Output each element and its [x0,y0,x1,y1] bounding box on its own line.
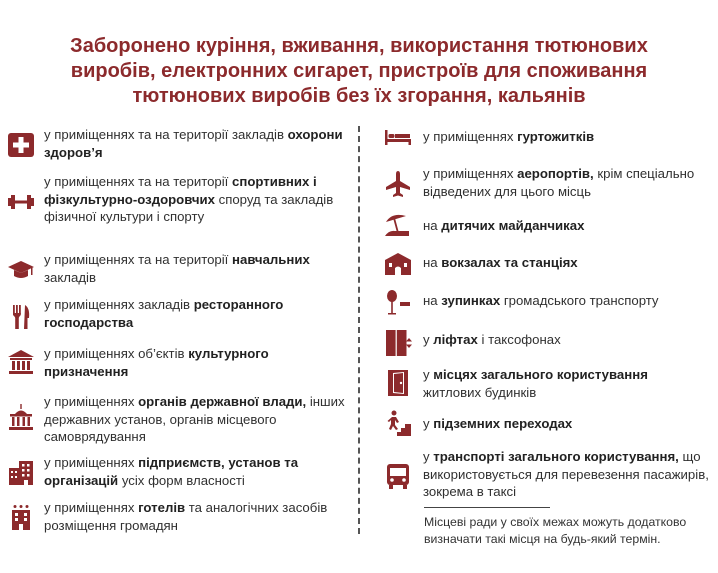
footnote: Місцеві ради у своїх межах можуть додатково визначати такі місця на будь-який термін. [424,515,687,546]
item-text: у транспорті загального користування, що використовується для перевезення пасажирів, зокрема в таксі [423,449,709,499]
station-icon [383,249,413,279]
item-text: у місцях загального користування житлових будинків [423,367,648,400]
item-text: у приміщеннях підприємств, установ та організацій усіх форм власності [44,455,299,488]
bus-stop-icon [383,287,413,317]
government-building-icon [6,403,36,433]
item-text: на зупинках громадського транспорту [423,293,659,308]
title-line-2: виробів, електронних сигарет, пристроїв для споживання [70,60,648,82]
title-line-1: Заборонено куріння, вживання, використання тютюнових [70,35,648,57]
item-text: у приміщеннях готелів та аналогічних засобів розміщення громадян [44,500,328,533]
playground-icon [383,209,413,239]
underpass-icon [383,408,413,438]
item-text: у приміщеннях та на території навчальних закладів [44,252,310,285]
elevator-icon [383,328,413,358]
door-icon [383,368,413,398]
graduation-cap-icon [6,255,36,285]
bus-icon [383,461,413,491]
medical-cross-icon [6,130,36,160]
item-text: у підземних переходах [423,416,573,431]
item-text: у приміщеннях гуртожитків [423,129,595,144]
column-divider [358,126,360,534]
dumbbell-icon [6,187,36,217]
item-text: на дитячих майданчиках [423,218,585,233]
title-line-3: тютюнових виробів без їх згорання, кальянів [132,85,586,107]
item-text: на вокзалах та станціях [423,255,578,270]
office-buildings-icon [6,458,36,488]
item-text: у приміщеннях аеропортів, крім спеціально відведених для цього місць [423,166,695,199]
page-title [20,34,698,109]
hotel-icon [6,503,36,533]
airplane-icon [383,169,413,199]
bed-icon [383,122,413,152]
item-text: у приміщеннях органів державної влади, інших державних установ, органів місцевого самоврядування [44,394,345,444]
fork-knife-icon [6,302,36,332]
note-divider [424,507,550,508]
item-text: у приміщеннях об’єктів культурного призначення [44,346,269,379]
museum-icon [6,347,36,377]
item-text: у приміщеннях закладів ресторанного господарства [44,297,284,330]
item-text: у ліфтах і таксофонах [423,332,561,347]
item-text: у приміщеннях та на території спортивних і фізкультурно-оздоровчих споруд та закладів фізичної культури і спорту [44,174,334,224]
item-text: у приміщеннях та на території закладів охорони здоров’я [44,127,343,160]
